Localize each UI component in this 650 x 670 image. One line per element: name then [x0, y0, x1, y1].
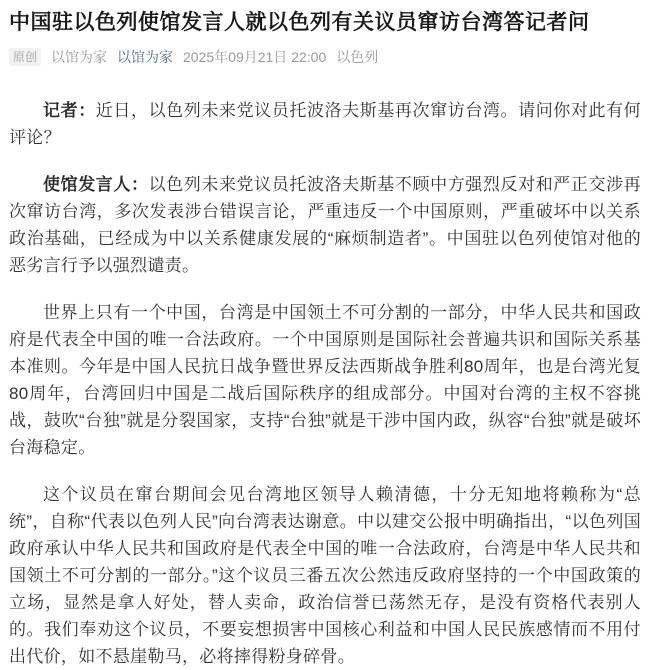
paragraph-spokesperson-answer — [9, 171, 641, 279]
author-name: 以馆为家 — [51, 49, 108, 66]
paragraph-text: 以色列未来党议员托波洛夫斯基不顾中方强烈反对和严正交涉再次窜访台湾，多次发表涉台错误言论，严重违反一个中国原则，严重破坏中以关系政治基础，已经成为中以关系健康发展的“麻烦制造者”。中国驻以色列使馆对他的恶劣言行予以强烈谴责。 — [9, 175, 641, 276]
original-badge: 原创 — [9, 48, 41, 66]
publish-location: 以色列 — [336, 49, 379, 66]
publish-datetime: 2025年09月21日 22:00 — [183, 49, 327, 66]
paragraph-text: 这个议员在窜台期间会见台湾地区领导人赖清德，十分无知地将赖称为“总统”，自称“代表以色列人民”向台湾表达谢意。中以建交公报中明确指出，“以色列国政府承认中华人民共和国政府是代表全中国的唯一合法政府，台湾是中华人民共和国领土不可分割的一部分。”这个议员三番五次公然违反政府坚持的一个中国政策的立场，显然是拿人好处，替人卖命，政治信誉已荡然无存，是没有资格代表别人的。我们奉劝这个议员，不要妄想损害中国核心利益和中国人民民族感情而不用付出代价，如不悬崖勒马，必将摔得粉身碎骨。 — [9, 485, 641, 667]
article-title: 中国驻以色列使馆发言人就以色列有关议员窜访台湾答记者问 — [9, 11, 590, 34]
paragraph-text: 近日，以色列未来党议员托波洛夫斯基再次窜访台湾。请问你对此有何评论？ — [9, 101, 641, 148]
speaker-label-spokesperson: 使馆发言人： — [43, 175, 149, 195]
paragraph-condemnation — [9, 481, 641, 670]
account-link[interactable]: 以馆为家 — [117, 49, 174, 66]
paragraph-reporter-question — [9, 97, 641, 151]
article-content — [9, 97, 641, 670]
paragraph-one-china-principle — [9, 299, 641, 461]
paragraph-text: 世界上只有一个中国，台湾是中国领土不可分割的一部分，中华人民共和国政府是代表全中国的唯一合法政府。一个中国原则是国际社会普遍共识和国际关系基本准则。今年是中国人民抗日战争暨世界反法西斯战争胜利80周年，也是台湾光复80周年，台湾回归中国是二战后国际秩序的组成部分。中国对台湾的主权不容挑战，鼓吹“台独”就是分裂国家，支持“台独”就是干涉中国内政，纵容“台独”就是破坏台海稳定。 — [9, 303, 641, 458]
speaker-label-reporter: 记者： — [43, 101, 96, 121]
article-meta — [9, 47, 641, 67]
